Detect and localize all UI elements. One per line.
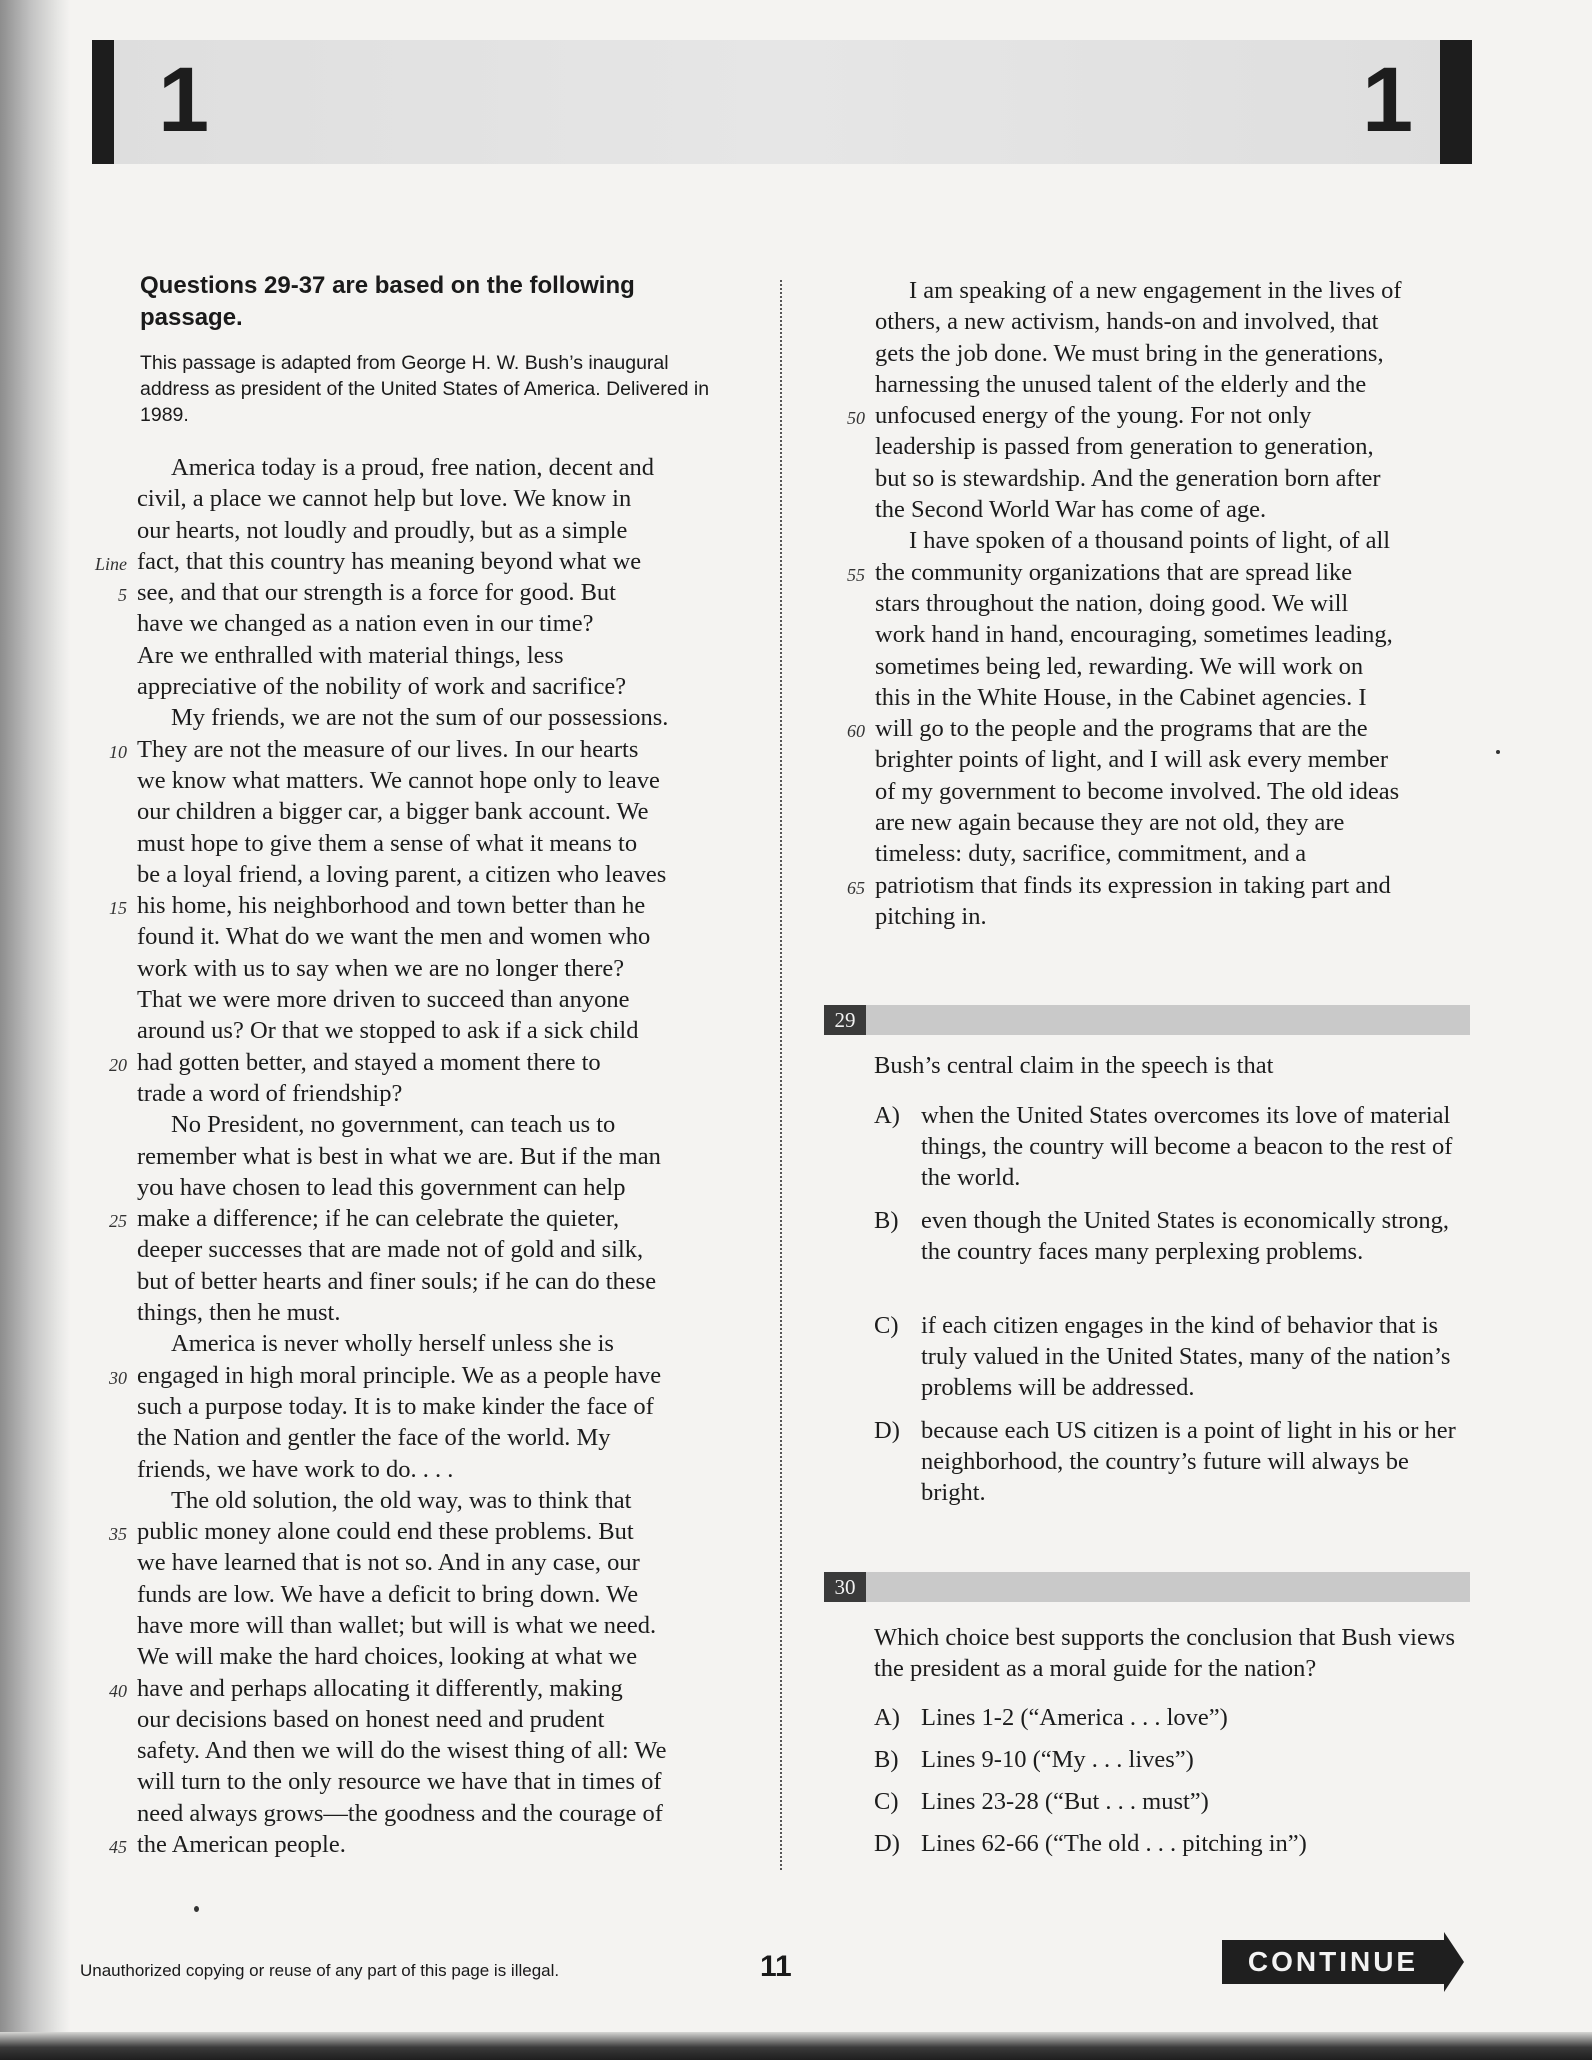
passage-line-text: timeless: duty, sacrifice, commitment, and a [875, 840, 1307, 868]
passage-line [137, 1172, 668, 1203]
column-divider [780, 280, 782, 1870]
print-speck [1496, 750, 1500, 754]
passage-line [875, 776, 1402, 807]
passage-line [875, 619, 1402, 650]
copyright-notice: Unauthorized copying or reuse of any part of this page is illegal. [80, 1961, 560, 1980]
passage-line [137, 984, 668, 1015]
section-header-band [92, 40, 1472, 164]
passage-line-text: around us? Or that we stopped to ask if a sick child [137, 1017, 639, 1045]
passage-line [137, 1735, 668, 1766]
question-29-bar [824, 1005, 1470, 1035]
passage-line-text: leadership is passed from generation to generation, [875, 433, 1374, 461]
passage-line-text: have we changed as a nation even in our time? [137, 610, 594, 638]
passage-line [875, 651, 1402, 682]
passage-line-text: They are not the measure of our lives. In our hearts [137, 735, 639, 763]
option-text: even though the United States is economically strong, the country faces many perplexing problems. [921, 1207, 1450, 1265]
option-letter: C) [874, 1788, 899, 1815]
passage-line [137, 608, 668, 639]
question-29-stem: Bush’s central claim in the speech is that [874, 1052, 1274, 1079]
line-number: 50 [847, 408, 865, 429]
section-number-right: 1 [1362, 49, 1414, 151]
passage-line-text: our children a bigger car, a bigger bank account. We [137, 798, 649, 826]
option-letter: A) [874, 1102, 900, 1129]
line-number: Line [94, 553, 127, 574]
passage-line [109, 1829, 668, 1860]
passage-line [109, 1203, 668, 1234]
passage-line-text: his home, his neighborhood and town better than he [137, 892, 646, 920]
page-number: 11 [760, 1950, 792, 1983]
passage-line-text: friends, we have work to do. . . . [137, 1455, 454, 1483]
passage-line [875, 901, 1402, 932]
continue-arrow-icon [1444, 1932, 1464, 1992]
passage-line [137, 515, 668, 546]
passage-line-text: deeper successes that are made not of gold and silk, [137, 1236, 644, 1264]
passage-line-text: unfocused energy of the young. For not only [875, 402, 1312, 430]
question-29-option-c[interactable] [874, 1310, 1474, 1403]
passage-line-text: My friends, we are not the sum of our possessions. [171, 704, 669, 732]
passage-line [137, 1610, 668, 1641]
passage-line [137, 1579, 668, 1610]
passage-line-text: stars throughout the nation, doing good. We will [875, 589, 1349, 617]
passage-line-text: engaged in high moral principle. We as a people have [137, 1361, 662, 1389]
passage-line [137, 1547, 668, 1578]
passage-line [137, 1798, 668, 1829]
passage-line [137, 1234, 668, 1265]
questions-heading: Questions 29-37 are based on the following passage. [140, 272, 635, 331]
passage-line-text: of my government to become involved. The old ideas [875, 777, 1400, 805]
passage-line-text: Are we enthralled with material things, less [137, 641, 564, 669]
passage-line [875, 463, 1402, 494]
passage-line-text: have and perhaps allocating it differently, making [137, 1674, 623, 1702]
passage-line-text: harnessing the unused talent of the elderly and the [875, 370, 1367, 398]
passage-line-text: we have learned that is not so. And in any case, our [137, 1549, 640, 1577]
passage-line-text: America today is a proud, free nation, decent and [171, 454, 655, 481]
passage-line-text: remember what is best in what we are. But if the man [137, 1142, 661, 1170]
passage-line [137, 1422, 668, 1453]
passage-line-text: civil, a place we cannot help but love. We know in [137, 485, 632, 513]
passage-line [94, 546, 668, 577]
passage-line [137, 1485, 668, 1516]
question-29-option-d[interactable] [874, 1415, 1474, 1508]
passage-line [137, 796, 668, 827]
passage-line-text: gets the job done. We must bring in the generations, [875, 339, 1384, 367]
passage-line [137, 483, 668, 514]
passage-line-text: The old solution, the old way, was to think that [171, 1486, 632, 1514]
passage-line-text: No President, no government, can teach us to [171, 1111, 616, 1139]
passage-line-text: appreciative of the nobility of work and sacrifice? [137, 673, 627, 701]
continue-button: CONTINUE [1222, 1940, 1444, 1984]
option-letter: A) [874, 1704, 900, 1731]
passage-line-text: but so is stewardship. And the generation born after [875, 464, 1381, 492]
passage-line-text: trade a word of friendship? [137, 1079, 403, 1107]
passage-line [847, 557, 1402, 588]
print-speck [194, 1906, 199, 1912]
passage-line [847, 870, 1402, 901]
passage-line [137, 1297, 668, 1328]
passage-column-left [94, 452, 669, 1860]
passage-line-text: That we were more driven to succeed than anyone [137, 986, 630, 1014]
passage-line-text: the Nation and gentler the face of the world. My [137, 1424, 611, 1452]
option-text: Lines 1-2 (“America . . . love”) [921, 1704, 1228, 1731]
passage-line-text: found it. What do we want the men and women who [137, 923, 651, 951]
passage-line-text: the American people. [137, 1831, 346, 1859]
passage-line-text: need always grows—the goodness and the courage of [137, 1799, 663, 1827]
passage-line-text: America is never wholly herself unless she is [171, 1330, 614, 1358]
passage-line-text: We will make the hard choices, looking at what we [137, 1643, 638, 1671]
passage-line [137, 921, 668, 952]
line-number: 65 [847, 877, 865, 898]
passage-line [137, 1704, 668, 1735]
passage-line-text: the community organizations that are spread like [875, 558, 1353, 586]
passage-line [875, 744, 1402, 775]
line-number: 60 [847, 721, 865, 742]
line-number: 30 [109, 1367, 127, 1388]
section-marker-bar-right [1440, 40, 1472, 164]
passage-line-text: the Second World War has come of age. [875, 496, 1267, 524]
passage-line-text: will go to the people and the programs that are the [875, 715, 1368, 743]
option-text: if each citizen engages in the kind of behavior that is truly valued in the United States, many of the nation’s problems will be addressed. [921, 1312, 1451, 1401]
option-text: Lines 9-10 (“My . . . lives”) [921, 1746, 1194, 1773]
passage-line-text: had gotten better, and stayed a moment there to [137, 1048, 601, 1076]
passage-line [875, 369, 1402, 400]
question-30-option-a[interactable] [874, 1702, 1474, 1733]
page-gutter-shadow [0, 0, 70, 2060]
passage-line [118, 577, 668, 608]
line-number: 10 [109, 741, 127, 762]
passage-line [137, 1766, 668, 1797]
section-marker-bar-left [92, 40, 114, 164]
question-30-option-d[interactable] [874, 1828, 1474, 1859]
line-number: 55 [847, 564, 865, 585]
passage-line-text: our decisions based on honest need and prudent [137, 1705, 605, 1733]
passage-line [109, 1360, 668, 1391]
passage-line-text: must hope to give them a sense of what it means to [137, 829, 638, 857]
passage-line-text: I am speaking of a new engagement in the lives of [909, 277, 1402, 304]
passage-line-text: see, and that our strength is a force for good. But [137, 579, 616, 607]
passage-line-text: be a loyal friend, a loving parent, a citizen who leaves [137, 860, 667, 888]
passage-line-text: work with us to say when we are no longer there? [137, 954, 625, 982]
line-number: 40 [109, 1680, 127, 1701]
passage-line [137, 1015, 668, 1046]
passage-line-text: will turn to the only resource we have that in times of [137, 1768, 662, 1796]
passage-line [137, 1266, 668, 1297]
question-29-option-a[interactable] [874, 1100, 1474, 1193]
passage-line-text: pitching in. [875, 902, 987, 930]
passage-line-text: are new again because they are not old, they are [875, 809, 1345, 837]
passage-line [875, 682, 1402, 713]
passage-line-text: funds are low. We have a deficit to bring down. We [137, 1580, 639, 1608]
line-number: 35 [109, 1524, 127, 1545]
passage-line-text: our hearts, not loudly and proudly, but as a simple [137, 516, 628, 544]
passage-line-text: public money alone could end these problems. But [137, 1518, 634, 1546]
question-30-stem: Which choice best supports the conclusion that Bush views the president as a moral guide for the nation? [874, 1624, 1456, 1682]
passage-line [137, 765, 668, 796]
passage-line [137, 452, 668, 483]
option-text: Lines 23-28 (“But . . . must”) [921, 1788, 1209, 1815]
passage-line [137, 828, 668, 859]
passage-line [847, 400, 1402, 431]
passage-line [137, 1141, 668, 1172]
page-bottom-edge [0, 2032, 1592, 2060]
question-30-option-b[interactable] [874, 1744, 1474, 1775]
option-text: Lines 62-66 (“The old . . . pitching in”) [921, 1830, 1307, 1857]
passage-line [137, 640, 668, 671]
passage-line-text: patriotism that finds its expression in taking part and [875, 871, 1391, 899]
passage-line-text: have more will than wallet; but will is what we need. [137, 1611, 657, 1639]
passage-line-text: we know what matters. We cannot hope only to leave [137, 766, 660, 794]
passage-line-text: you have chosen to lead this government can help [137, 1173, 626, 1201]
passage-line [137, 859, 668, 890]
passage-line [109, 734, 668, 765]
passage-line [109, 1047, 668, 1078]
passage-intro: This passage is adapted from George H. W. Bush’s inaugural address as president of the United States of America. Delivered in 1989. [140, 352, 710, 426]
option-text: when the United States overcomes its love of material things, the country will become a beacon to the rest of the world. [921, 1102, 1453, 1191]
passage-line [137, 1078, 668, 1109]
line-number: 45 [109, 1837, 127, 1858]
passage-line-text: fact, that this country has meaning beyond what we [137, 547, 642, 575]
passage-line [137, 1641, 668, 1672]
passage-line-text: this in the White House, in the Cabinet agencies. I [875, 683, 1367, 711]
passage-line-text: I have spoken of a thousand points of light, of all [909, 527, 1391, 555]
passage-line [109, 1516, 668, 1547]
passage-line [875, 275, 1402, 306]
passage-line [137, 1328, 668, 1359]
passage-line [109, 890, 668, 921]
option-text: because each US citizen is a point of light in his or her neighborhood, the country’s future will always be bright. [921, 1417, 1456, 1506]
passage-line [137, 1454, 668, 1485]
passage-line [875, 525, 1402, 556]
passage-line [109, 1673, 668, 1704]
passage-line [137, 1109, 668, 1140]
passage-line-text: brighter points of light, and I will ask every member [875, 746, 1389, 774]
passage-line-text: things, then he must. [137, 1299, 341, 1327]
question-number: 29 [824, 1005, 866, 1035]
option-letter: B) [874, 1746, 899, 1773]
passage-line [137, 1391, 668, 1422]
passage-line-text: such a purpose today. It is to make kinder the face of [137, 1392, 654, 1420]
passage-line [875, 838, 1402, 869]
passage-line-text: but of better hearts and finer souls; if he can do these [137, 1267, 657, 1295]
line-number: 5 [118, 585, 127, 606]
question-30-option-c[interactable] [874, 1786, 1474, 1817]
passage-line [137, 702, 668, 733]
option-letter: D) [874, 1830, 900, 1857]
option-letter: B) [874, 1207, 899, 1234]
passage-line-text: others, a new activism, hands-on and involved, that [875, 308, 1379, 336]
passage-line [137, 953, 668, 984]
passage-line-text: work hand in hand, encouraging, sometimes leading, [875, 621, 1393, 649]
question-30-bar [824, 1572, 1470, 1602]
passage-line [875, 338, 1402, 369]
passage-line [875, 588, 1402, 619]
line-number: 15 [109, 898, 127, 919]
passage-line [875, 807, 1402, 838]
passage-line-text: safety. And then we will do the wisest thing of all: We [137, 1737, 667, 1765]
line-number: 20 [109, 1054, 127, 1075]
question-29-option-b[interactable] [874, 1205, 1474, 1267]
passage-line [847, 713, 1402, 744]
passage-line [137, 671, 668, 702]
question-number: 30 [824, 1572, 866, 1602]
passage-line-text: make a difference; if he can celebrate the quieter, [137, 1205, 620, 1233]
line-number: 25 [109, 1211, 127, 1232]
passage-line [875, 494, 1402, 525]
option-letter: C) [874, 1312, 899, 1339]
option-letter: D) [874, 1417, 900, 1444]
passage-column-right [847, 275, 1402, 932]
section-number-left: 1 [158, 49, 210, 151]
passage-line [875, 306, 1402, 337]
passage-line-text: sometimes being led, rewarding. We will work on [875, 652, 1364, 680]
passage-line [875, 431, 1402, 462]
